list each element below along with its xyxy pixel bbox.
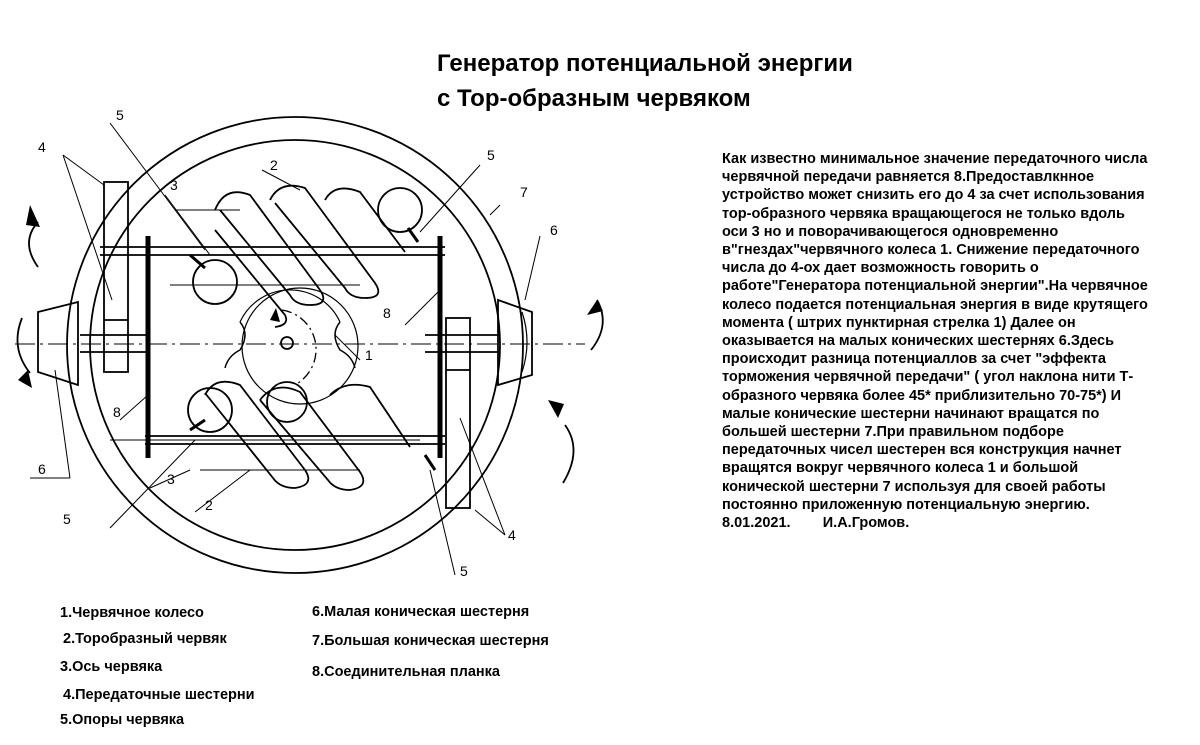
description-line: торможения червячной передачи" ( угол наклона нити Т- [722, 369, 1134, 386]
description-line: происходит разница потенциаллов за счет "эффекта [722, 351, 1106, 368]
callout-7: 7 [520, 184, 528, 200]
legend-item-8: 8.Соединительная планка [312, 664, 500, 680]
description-line: постоянно приложенную потенциальную энергию. [722, 496, 1090, 513]
description-line: конической шестерни 7 используя для своей работы [722, 478, 1106, 495]
description-line: устройство может снизить его до 4 за счет использования [722, 187, 1145, 204]
description-line: тор-образного червяка вращающегося не только вдоль [722, 205, 1125, 222]
legend-item-3: 3.Ось червяка [60, 659, 163, 675]
callout-3-bottom: 3 [167, 471, 175, 487]
description-line: вращятся вокруг червячного колеса 1 и большой [722, 460, 1079, 477]
callout-1: 1 [365, 347, 373, 363]
description-signature: 8.01.2021. И.А.Громов. [722, 515, 910, 532]
title-line-2: с Тор-образным червяком [437, 85, 751, 112]
description-line: Как известно минимальное значение передаточного числа [722, 151, 1148, 167]
description-line: колесо подается потенциальная энергия в виде крутящего [722, 296, 1148, 313]
callout-3-top: 3 [170, 177, 178, 193]
legend-item-4: 4.Передаточные шестерни [63, 687, 255, 703]
callout-2-top: 2 [270, 157, 278, 173]
description-line: оси 3 но и поворачивающегося одновременно [722, 223, 1059, 240]
legend-item-1: 1.Червячное колесо [60, 605, 204, 621]
description-line: в"гнездах"червячного колеса 1. Снижение передаточного [722, 242, 1140, 259]
worm-wheel [225, 288, 358, 404]
description-line: червячной передачи равняется 8.Предоставлкнное [722, 169, 1095, 186]
callout-5-left-bottom: 5 [63, 511, 71, 527]
description-line: образного червяка более 45* приблизительно 70-75*) И [722, 387, 1122, 404]
legend-item-7: 7.Большая коническая шестерня [312, 633, 549, 649]
description-line: малые конические шестерни начинают вращатся по [722, 405, 1100, 422]
callout-8-right: 8 [383, 305, 391, 321]
callout-6-left: 6 [38, 461, 46, 477]
description-text [722, 150, 1182, 532]
callout-2-bottom: 2 [205, 497, 213, 513]
legend-item-5: 5.Опоры червяка [60, 712, 185, 728]
legend-item-6: 6.Малая коническая шестерня [312, 604, 530, 620]
callout-5-top: 5 [116, 107, 124, 123]
title-line-1: Генератор потенциальной энергии [437, 50, 853, 77]
callout-8-left: 8 [113, 404, 121, 420]
description-line: большей шестерни 7.При правильном подборе [722, 424, 1064, 441]
callout-6-right: 6 [550, 222, 558, 238]
callout-4-left: 4 [38, 139, 46, 155]
callout-5-right: 5 [487, 147, 495, 163]
legend-item-2: 2.Торобразный червяк [63, 631, 227, 647]
callout-5-bottom: 5 [460, 563, 468, 579]
description-line: передаточных чисел шестерен вся конструкция начнет [722, 442, 1122, 459]
description-line: работе"Генератора потенциальной энергии".На червячное [722, 278, 1148, 295]
description-line: числа до 4-ох дает возможность говорить о [722, 260, 1039, 277]
description-line: момента ( штрих пунктирная стрелка 1) Далее он [722, 314, 1076, 331]
callout-4-right: 4 [508, 527, 516, 543]
description-line: оказывается на малых конических шестернях 6.Здесь [722, 333, 1115, 350]
